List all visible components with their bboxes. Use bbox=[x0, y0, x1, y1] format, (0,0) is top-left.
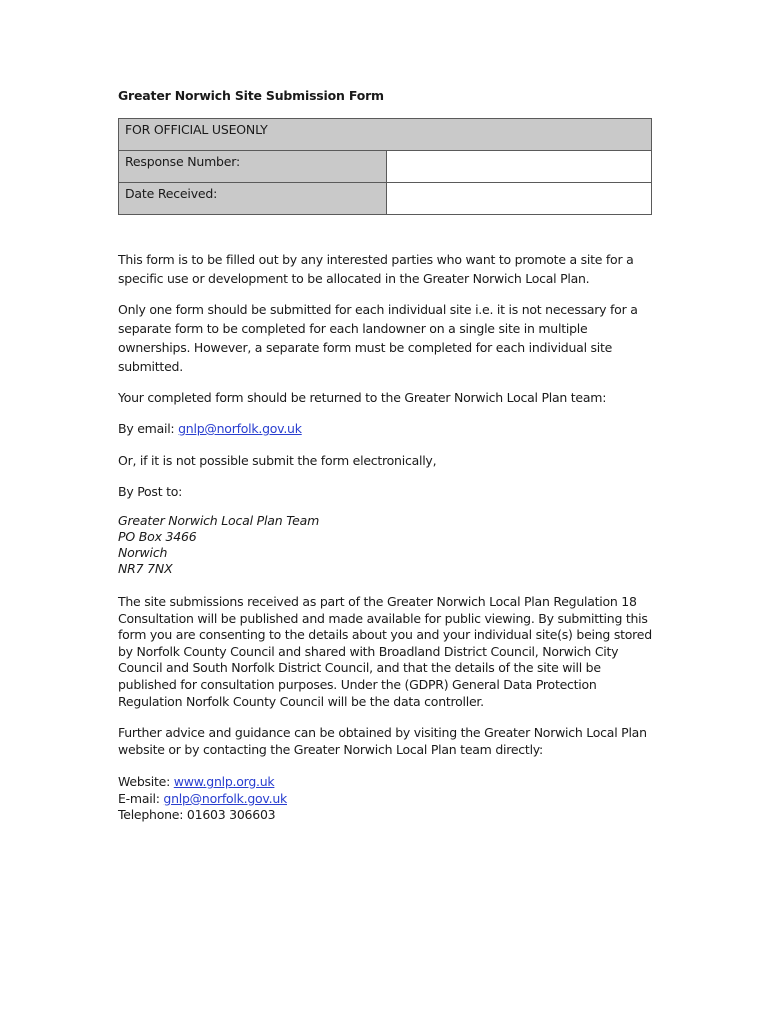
telephone-line: Telephone: 01603 306603 bbox=[118, 807, 276, 823]
address-line-4: NR7 7NX bbox=[118, 561, 173, 576]
contact-block bbox=[118, 774, 658, 824]
contact-email-label: E-mail: bbox=[118, 790, 164, 806]
advice-paragraph: Further advice and guidance can be obtained by visiting the Greater Norwich Local Plan website or by contacting the Greater Norwich Local Plan team directly: bbox=[118, 725, 647, 757]
by-post-label: By Post to: bbox=[118, 484, 183, 499]
response-number-field[interactable] bbox=[387, 151, 652, 183]
email-link[interactable]: gnlp@norfolk.gov.uk bbox=[178, 421, 302, 436]
contact-email-link[interactable]: gnlp@norfolk.gov.uk bbox=[163, 790, 287, 806]
date-received-label: Date Received: bbox=[119, 183, 387, 215]
form-title: Greater Norwich Site Submission Form bbox=[118, 88, 384, 103]
one-form-paragraph: Only one form should be submitted for each individual site i.e. it is not necessary for a separate form to be completed for each landowner on a single site in multiple ownerships. However, a separate form must be completed for each individual site submitted. bbox=[118, 302, 638, 374]
website-label: Website: bbox=[118, 774, 174, 789]
contact-email-line bbox=[118, 791, 658, 808]
privacy-paragraph: The site submissions received as part of the Greater Norwich Local Plan Regulation 18 Consultation will be published and made available for public viewing. By submitting this form you are consenting to the details about you and your individual site(s) being stored by Norfolk County Council and shared with Broadland District Council, Norwich City Council and South Norfolk District Council, and that the details of the site will be published for consultation purposes. Under the (GDPR) General Data Protection Regulation Norfolk County Council will be the data controller. bbox=[118, 594, 652, 709]
website-line bbox=[118, 774, 658, 791]
official-use-header: FOR OFFICIAL USEONLY bbox=[119, 119, 652, 151]
intro-paragraph: This form is to be filled out by any interested parties who want to promote a site for a specific use or development to be allocated in the Greater Norwich Local Plan. bbox=[118, 252, 634, 286]
email-line bbox=[118, 419, 658, 438]
address-line-2: PO Box 3466 bbox=[118, 529, 197, 544]
email-prefix: By email: bbox=[118, 421, 179, 436]
address-line-3: Norwich bbox=[118, 545, 168, 560]
response-number-label: Response Number: bbox=[119, 151, 387, 183]
return-instructions: Your completed form should be returned to the Greater Norwich Local Plan team: bbox=[118, 390, 607, 405]
postal-alternative-text: Or, if it is not possible submit the form electronically, bbox=[118, 453, 437, 468]
website-link[interactable]: www.gnlp.org.uk bbox=[173, 774, 275, 789]
address-line-1: Greater Norwich Local Plan Team bbox=[118, 513, 320, 528]
date-received-field[interactable] bbox=[387, 183, 652, 215]
postal-address bbox=[118, 513, 319, 577]
official-use-table bbox=[118, 118, 652, 215]
